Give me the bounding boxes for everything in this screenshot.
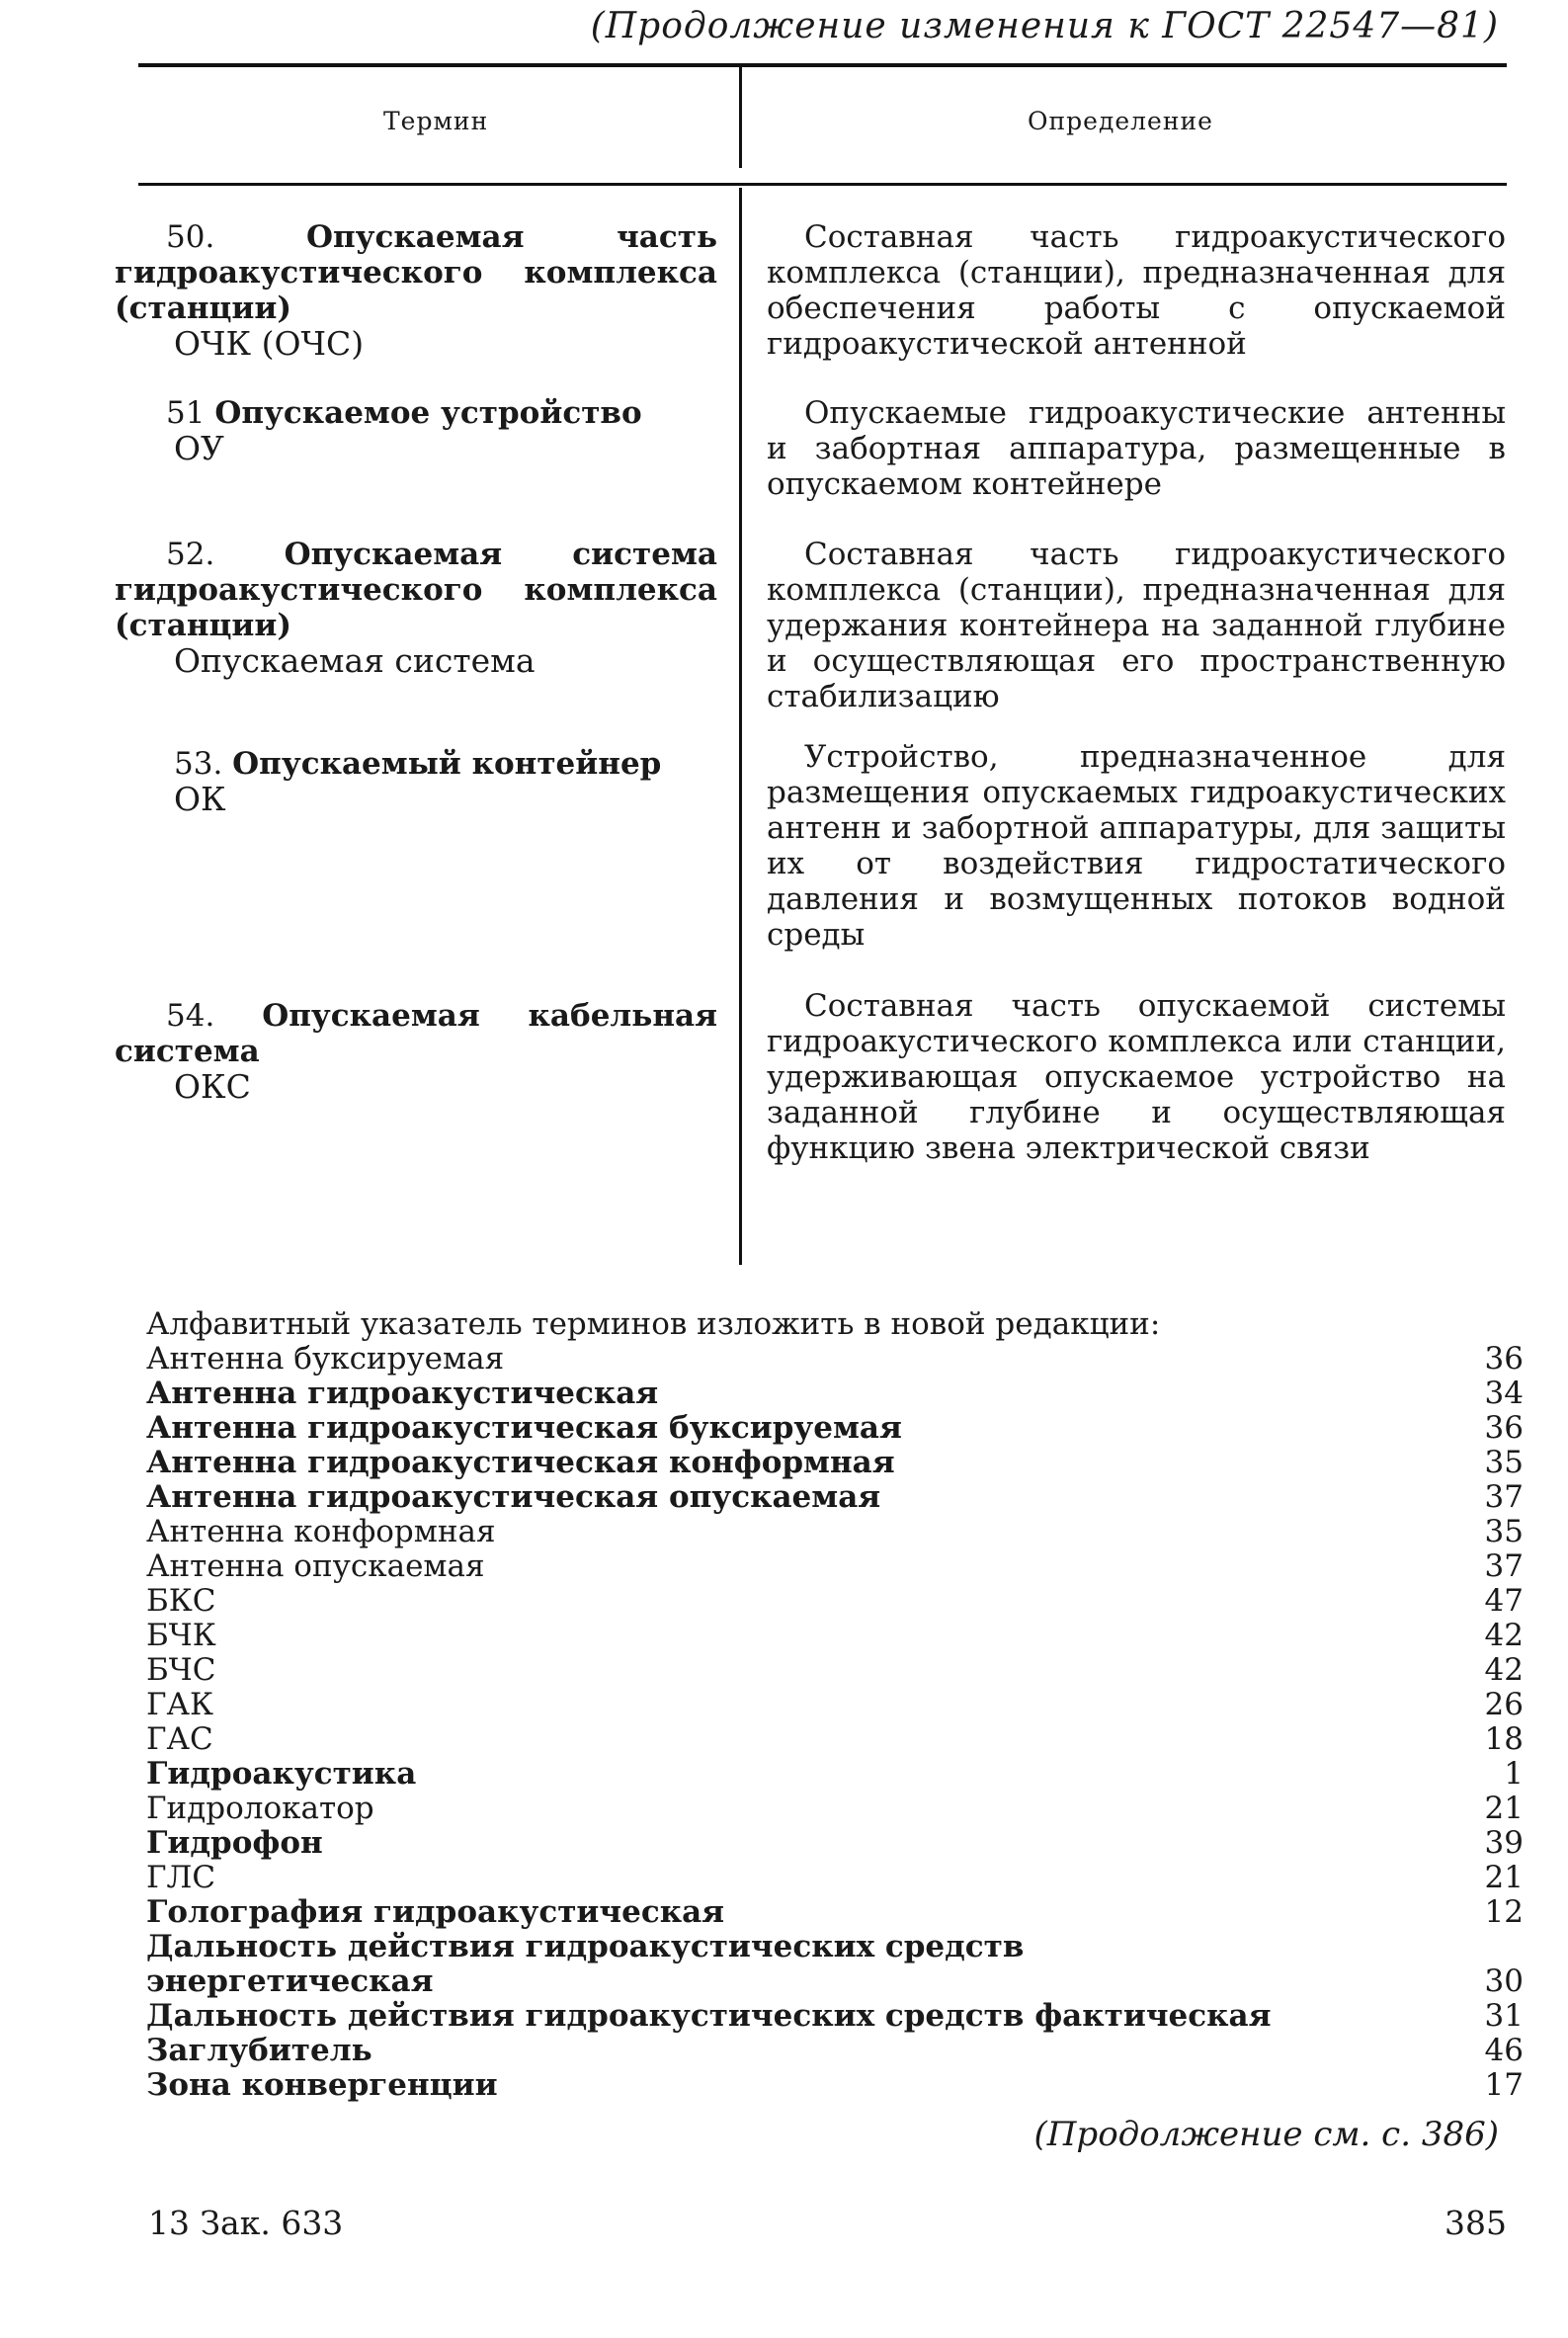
index-term: Антенна опускаемая	[146, 1548, 485, 1584]
index-term: БЧК	[146, 1618, 216, 1653]
index-row	[146, 1930, 1524, 1964]
index-row	[146, 1584, 1524, 1619]
index-row	[146, 1446, 1524, 1480]
index-row	[146, 1342, 1524, 1377]
index-term: ГАС	[146, 1721, 213, 1757]
alphabetical-index	[146, 1342, 1524, 2103]
index-page-ref: 18	[1484, 1721, 1524, 1757]
term-number: 53.	[174, 746, 223, 782]
index-row	[146, 1792, 1524, 1826]
index-term: Дальность действия гидроакустических средств фактическая	[146, 1998, 1272, 2034]
term-number: 54.	[166, 998, 215, 1034]
index-page-ref: 26	[1484, 1687, 1524, 1722]
index-term: Антенна конформная	[146, 1514, 496, 1549]
term-number: 51	[166, 395, 206, 431]
index-row	[146, 1688, 1524, 1722]
continuation-note: (Продолжение см. с. 386)	[1033, 2115, 1499, 2154]
index-page-ref: 37	[1484, 1479, 1524, 1515]
index-row	[146, 1411, 1524, 1446]
index-row	[146, 1999, 1524, 2034]
term-abbreviation: ОУ	[174, 429, 224, 467]
index-row	[146, 1722, 1524, 1757]
index-row	[146, 2068, 1524, 2103]
term-name: Опускаемый контейнер	[232, 746, 662, 782]
definition-entry-54: Составная часть опускаемой системы гидроакустического комплекса или станции, удерживающая опускаемое устройство на заданной глубине и осуществляющая функцию звена электрической связи	[767, 988, 1506, 1166]
term-entry-50	[115, 219, 717, 362]
print-order-note: 13 Зак. 633	[148, 2204, 344, 2242]
term-entry-52	[115, 537, 717, 679]
term-entry-51	[115, 395, 717, 466]
definition-entry-51: Опускаемые гидроакустические антенны и забортная аппаратура, размещенные в опускаемом контейнере	[767, 395, 1506, 502]
term-number: 52.	[166, 537, 215, 572]
definition-entry-50: Составная часть гидроакустического комплекса (станции), предназначенная для обеспечения работы с опускаемой гидроакустической антенной	[767, 219, 1506, 362]
index-page-ref: 34	[1484, 1376, 1524, 1411]
index-term: Голография гидроакустическая	[146, 1894, 725, 1930]
index-page-ref: 21	[1484, 1791, 1524, 1826]
index-page-ref: 36	[1484, 1341, 1524, 1377]
index-page-ref: 36	[1484, 1410, 1524, 1446]
index-page-ref: 39	[1484, 1825, 1524, 1861]
index-row	[146, 1653, 1524, 1688]
index-page-ref	[1464, 1930, 1524, 1964]
index-term: Зона конвергенции	[146, 2067, 498, 2103]
term-abbreviation: ОК	[174, 780, 226, 818]
body-column-divider	[739, 188, 742, 1265]
index-page-ref: 1	[1504, 1756, 1524, 1792]
index-page-ref: 47	[1484, 1583, 1524, 1619]
index-row	[146, 1757, 1524, 1792]
term-name: Опускаемая часть гидроакустического комплекса (станции)	[115, 219, 717, 326]
index-page-ref: 30	[1484, 1963, 1524, 1999]
index-page-ref: 21	[1484, 1860, 1524, 1895]
term-name: Опускаемая кабельная система	[115, 998, 717, 1069]
index-term: энергетическая	[146, 1963, 434, 1999]
index-row	[146, 1549, 1524, 1584]
index-term: Гидрофон	[146, 1825, 323, 1861]
index-page-ref: 35	[1484, 1514, 1524, 1549]
term-abbreviation: ОКС	[174, 1067, 251, 1106]
index-term: БКС	[146, 1583, 216, 1619]
index-page-ref: 35	[1484, 1445, 1524, 1480]
index-term: Антенна гидроакустическая	[146, 1376, 659, 1411]
index-term: Антенна буксируемая	[146, 1341, 505, 1377]
column-header-term: Термин	[383, 107, 489, 135]
term-number: 50.	[166, 219, 215, 255]
term-abbreviation: Опускаемая система	[174, 641, 536, 680]
index-page-ref: 12	[1484, 1894, 1524, 1930]
index-page-ref: 42	[1484, 1618, 1524, 1653]
table-top-rule	[138, 63, 1507, 67]
definition-entry-52: Составная часть гидроакустического комплекса (станции), предназначенная для удержания контейнера на заданной глубине и осуществляющая его пространственную стабилизацию	[767, 537, 1506, 714]
index-page-ref: 17	[1484, 2067, 1524, 2103]
index-term: БЧС	[146, 1652, 216, 1688]
term-entry-54	[115, 998, 717, 1105]
index-term: ГЛС	[146, 1860, 216, 1895]
page-number: 385	[1444, 2204, 1507, 2242]
index-row	[146, 1895, 1524, 1930]
column-header-definition: Определение	[1028, 107, 1213, 135]
index-row	[146, 1619, 1524, 1653]
index-term: Антенна гидроакустическая опускаемая	[146, 1479, 881, 1515]
index-page-ref: 31	[1484, 1998, 1524, 2034]
index-term: ГАК	[146, 1687, 213, 1722]
index-term: Антенна гидроакустическая конформная	[146, 1445, 895, 1480]
term-entry-53	[115, 746, 717, 817]
index-row	[146, 1964, 1524, 1999]
index-term: Заглубитель	[146, 2033, 372, 2068]
term-abbreviation: ОЧК (ОЧС)	[174, 324, 365, 363]
index-page-ref: 42	[1484, 1652, 1524, 1688]
index-intro: Алфавитный указатель терминов изложить в новой редакции:	[146, 1306, 1161, 1342]
definition-entry-53: Устройство, предназначенное для размещения опускаемых гидроакустических антенн и забортной аппаратуры, для защиты их от воздействия гидростатического давления и возмущенных потоков водной среды	[767, 739, 1506, 953]
index-page-ref: 37	[1484, 1548, 1524, 1584]
index-row	[146, 1480, 1524, 1515]
index-row	[146, 1515, 1524, 1549]
index-row	[146, 1861, 1524, 1895]
header-column-divider	[739, 65, 742, 168]
term-name: Опускаемое устройство	[214, 395, 642, 431]
index-row	[146, 2034, 1524, 2068]
index-term: Антенна гидроакустическая буксируемая	[146, 1410, 902, 1446]
running-title: (Продолжение изменения к ГОСТ 22547—81)	[590, 6, 1499, 46]
term-name: Опускаемая система гидроакустического комплекса (станции)	[115, 537, 717, 643]
index-term: Дальность действия гидроакустических средств	[146, 1929, 1025, 1964]
index-page-ref: 46	[1484, 2033, 1524, 2068]
index-term: Гидроакустика	[146, 1756, 417, 1792]
index-row	[146, 1377, 1524, 1411]
index-term: Гидролокатор	[146, 1791, 374, 1826]
table-header-rule	[138, 183, 1507, 186]
index-row	[146, 1826, 1524, 1861]
